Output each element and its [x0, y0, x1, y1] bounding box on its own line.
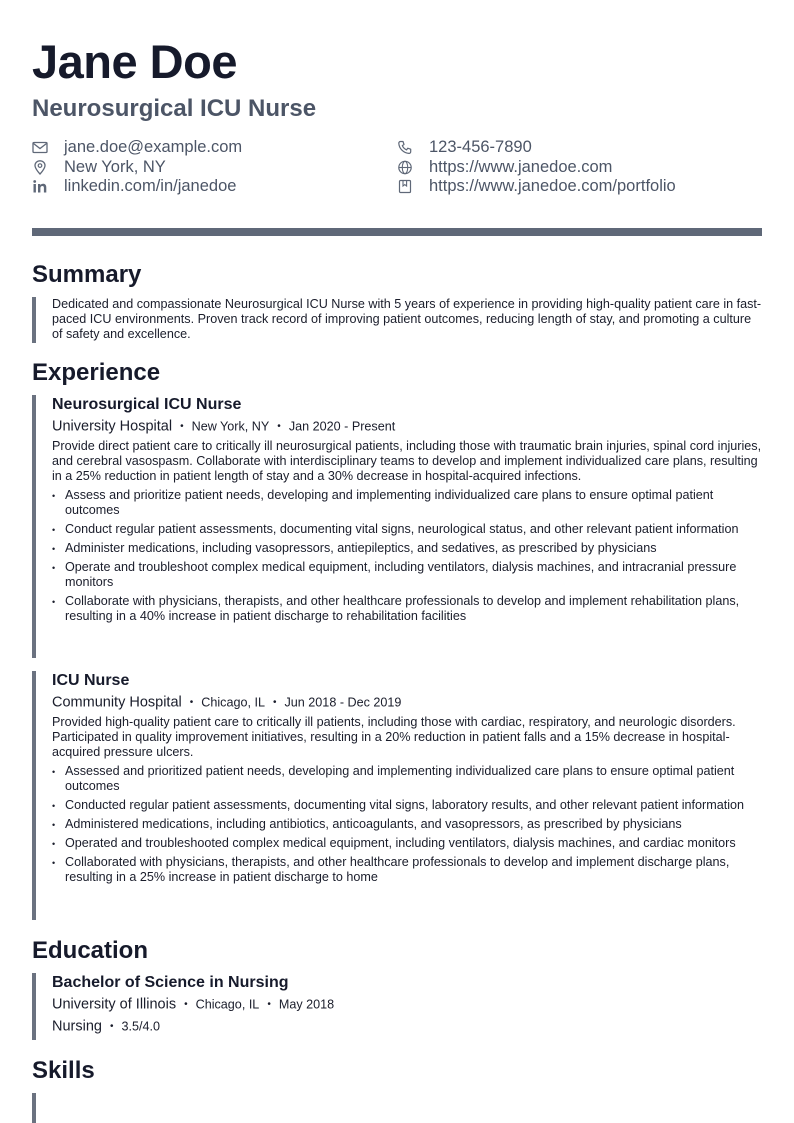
separator-dot: •	[277, 421, 281, 432]
bullet-dot: •	[52, 839, 56, 850]
job-dates: Jan 2020 - Present	[288, 419, 396, 434]
bullet-dot: •	[52, 597, 56, 608]
bullet-dot: •	[52, 767, 56, 778]
summary-heading: Summary	[32, 261, 142, 288]
list-item	[52, 488, 762, 518]
job-meta	[52, 417, 762, 436]
job-description: Provided high-quality patient care to critically ill patients, including those with cardiac, respiratory, and neurologic disorders. Participated in quality improvement initiatives, resulting in a 20% reduction in patient falls and a 15% decrease in hospital-acquired pressure ulcers.	[52, 715, 736, 760]
job-entry	[32, 671, 762, 920]
bullet-dot: •	[52, 525, 56, 536]
bookmark-icon	[397, 179, 413, 194]
contact-phone-text: 123-456-7890	[429, 138, 532, 156]
candidate-headline: Neurosurgical ICU Nurse	[32, 95, 317, 122]
skills-block	[32, 1093, 762, 1123]
job-highlights	[52, 488, 762, 624]
list-item	[52, 560, 762, 590]
job-description: Provide direct patient care to critically ill neurosurgical patients, including those with traumatic brain injuries, spinal cord injuries, and cerebral vasospasm. Collaborate with interdisciplinary teams to develop and implement individualized care plans, resulting in a 25% reduction in patient length of stay and a 30% decrease in hospital-acquired infections.	[52, 439, 762, 484]
list-item	[52, 764, 762, 794]
bullet-dot: •	[52, 544, 56, 555]
contact-portfolio-text: https://www.janedoe.com/portfolio	[429, 177, 676, 195]
highlight-text: Administer medications, including vasopressors, antiepileptics, and sedatives, as prescribed by physicians	[65, 541, 657, 556]
list-item	[52, 817, 762, 832]
candidate-name: Jane Doe	[32, 35, 237, 88]
education-heading: Education	[32, 937, 149, 964]
highlight-text: Operated and troubleshooted complex medical equipment, including ventilators, dialysis machines, and cardiac monitors	[65, 836, 736, 851]
job-dates: Jun 2018 - Dec 2019	[284, 695, 402, 710]
highlight-text: Operate and troubleshoot complex medical equipment, including ventilators, dialysis machines, and intracranial pressure monitors	[65, 560, 737, 590]
job-highlights	[52, 764, 762, 885]
list-item	[52, 836, 762, 851]
summary-text: Dedicated and compassionate Neurosurgical ICU Nurse with 5 years of experience in providing high-quality patient care in fast-paced ICU environments. Proven track record of improving patient outcomes, reducing length of stay, and promoting a culture of safety and excellence.	[52, 297, 762, 341]
list-item	[52, 798, 762, 813]
separator-dot: •	[180, 421, 184, 432]
job-location: Chicago, IL	[201, 695, 265, 710]
education-entry	[32, 973, 762, 1040]
separator-dot: •	[184, 999, 188, 1010]
education-degree: Bachelor of Science in Nursing	[52, 974, 289, 991]
highlight-text: Conduct regular patient assessments, documenting vital signs, neurological status, and other relevant patient information	[65, 522, 739, 537]
phone-icon	[397, 140, 413, 155]
list-item	[52, 522, 762, 537]
contact-website-text: https://www.janedoe.com	[429, 158, 613, 176]
job-position: Neurosurgical ICU Nurse	[52, 396, 242, 413]
experience-heading: Experience	[32, 359, 161, 386]
separator-dot: •	[189, 697, 194, 708]
list-item	[52, 594, 762, 624]
highlight-text: Assess and prioritize patient needs, developing and implementing individualized care plans to ensure optimal patient outcomes	[65, 488, 714, 518]
list-item	[52, 541, 762, 556]
bullet-dot: •	[52, 820, 56, 831]
job-position: ICU Nurse	[52, 672, 130, 689]
contact-location-text: New York, NY	[64, 158, 166, 176]
separator-dot: •	[267, 999, 271, 1010]
highlight-text: Collaborated with physicians, therapists, and other healthcare professionals to develop and implement discharge plans, resulting in a 25% increase in patient discharge to home	[65, 855, 730, 885]
bullet-dot: •	[52, 491, 56, 502]
job-location: New York, NY	[191, 419, 270, 434]
bullet-dot: •	[52, 801, 56, 812]
location-pin-icon	[32, 160, 48, 175]
skills-heading: Skills	[32, 1057, 95, 1084]
header-divider	[32, 228, 762, 236]
education-date: May 2018	[278, 997, 335, 1012]
bullet-dot: •	[52, 563, 56, 574]
job-meta	[52, 693, 762, 712]
globe-icon	[397, 160, 413, 175]
education-location: Chicago, IL	[195, 997, 260, 1012]
highlight-text: Assessed and prioritized patient needs, developing and implementing individualized care plans to ensure optimal patient outcomes	[65, 764, 735, 794]
education-field: Nursing	[52, 1018, 102, 1035]
contact-linkedin-text: linkedin.com/in/janedoe	[64, 177, 237, 195]
separator-dot: •	[272, 697, 277, 708]
linkedin-icon	[32, 179, 48, 194]
highlight-text: Administered medications, including antibiotics, anticoagulants, and vasopressors, as prescribed by physicians	[65, 817, 682, 832]
bullet-dot: •	[52, 858, 56, 869]
education-meta	[52, 995, 762, 1014]
contact-info	[32, 138, 762, 200]
contact-email-text: jane.doe@example.com	[64, 138, 243, 156]
education-gpa: 3.5/4.0	[121, 1019, 160, 1034]
highlight-text: Collaborate with physicians, therapists, and other healthcare professionals to develop and implement rehabilitation plans, resulting in a 40% increase in patient discharge to rehabilitation facilities	[65, 594, 740, 624]
list-item	[52, 855, 762, 885]
job-company: University Hospital	[52, 418, 173, 435]
education-field-meta	[52, 1017, 762, 1036]
separator-dot: •	[109, 1021, 114, 1033]
job-entry	[32, 395, 762, 658]
highlight-text: Conducted regular patient assessments, documenting vital signs, laboratory results, and other relevant patient information	[65, 798, 745, 813]
summary-block	[32, 297, 762, 343]
job-company: Community Hospital	[52, 694, 182, 711]
education-institution: University of Illinois	[52, 996, 177, 1013]
mail-icon	[32, 140, 48, 155]
